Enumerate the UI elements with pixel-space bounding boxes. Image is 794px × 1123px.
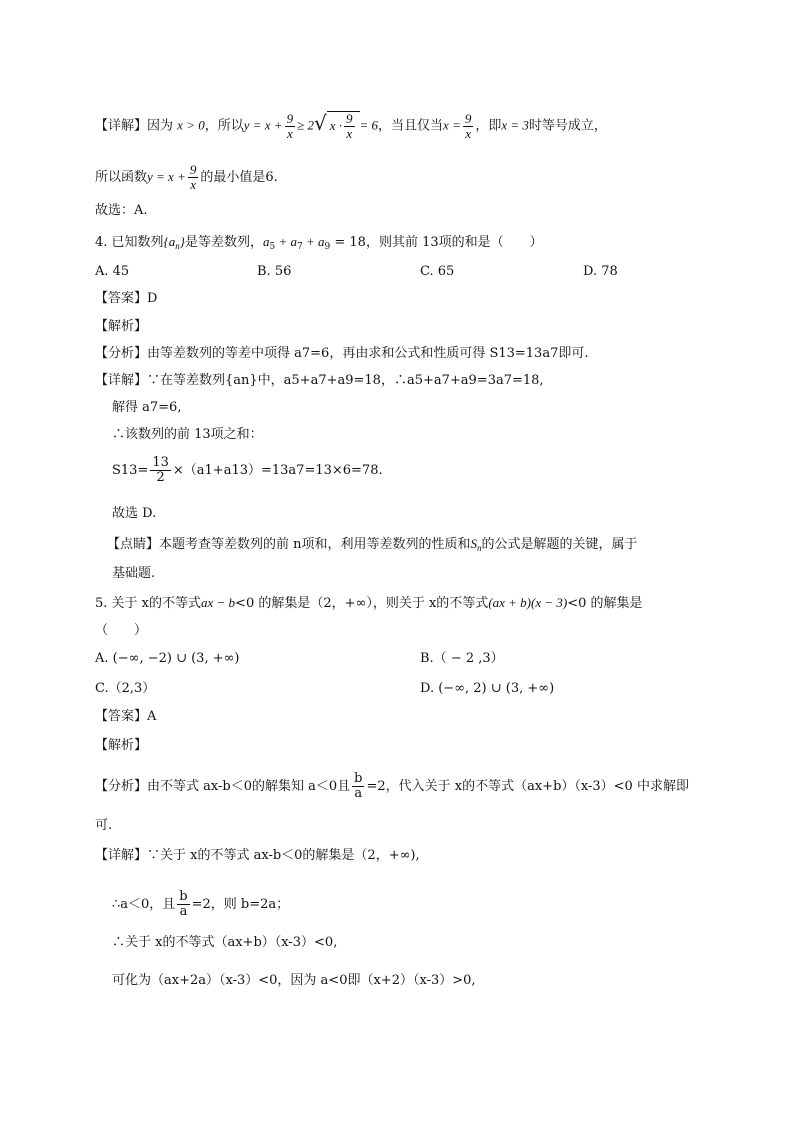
math-x-equals: x =	[443, 117, 461, 133]
fraction-9-over-x: $\frac{9}{x}$	[189, 162, 197, 192]
q4-option-d: D. 78	[583, 264, 618, 279]
math-expression: y = x +	[243, 117, 283, 133]
text: ，即	[475, 118, 502, 134]
math-equals-6: = 6	[359, 117, 379, 133]
q4-detail-3: ∴该数列的前 13项之和：	[112, 427, 263, 442]
q4-fenxi: 【分析】由等差数列的等差中项得 a7=6，再由求和公式和性质可得 S13=13a7即可.	[95, 346, 589, 361]
fraction-13-over-2: $\frac{13}{2}$	[152, 455, 169, 485]
q4-detail-1: 【详解】∵在等差数列{an}中，a5+a7+a9=18，∴a5+a7+a9=3a7=18,	[95, 373, 544, 388]
q5-detail-3: ∴关于 x的不等式（ax+b）（x-3）<0,	[112, 935, 338, 950]
q5-answer: 【答案】A	[95, 709, 157, 724]
q5-detail-4: 可化为（ax+2a）（x-3）<0，因为 a<0即（x+2）（x-3）>0,	[112, 973, 476, 988]
q5-option-d: D. (−∞, 2) ∪ (3, +∞)	[420, 681, 555, 696]
math-function: y = x +	[147, 169, 186, 184]
q5-analysis-heading: 【解析】	[95, 738, 148, 753]
q4-dianjing-2: 基础题.	[112, 566, 156, 581]
q4-detail-5: 故选 D.	[112, 506, 157, 521]
text: 时等号成立，	[528, 118, 607, 134]
q4-answer: 【答案】D	[95, 291, 158, 306]
q5-fenxi-1: 【分析】由不等式 ax-b＜0的解集知 a＜0且 $\frac{b}{a}$ =2，代入关于 x的不等式（ax+b）（x-3）<0 中求解即	[95, 771, 689, 801]
text: ，所以	[204, 118, 244, 134]
math-condition: x > 0	[177, 117, 205, 133]
q5-detail-2: ∴a＜0，且 $\frac{b}{a}$ =2，则 b=2a；	[112, 889, 290, 919]
text: 的最小值是6.	[200, 170, 278, 185]
square-root: √ x · $\frac{9}{x}$	[314, 111, 360, 141]
q4-dianjing-1: 【点睛】本题考查等差数列的前 n项和，利用等差数列的性质和$S_n$的公式是解题的关键，属于	[107, 536, 638, 553]
fraction-b-over-a: $\frac{b}{a}$	[179, 889, 188, 919]
q5-fenxi-2: 可.	[95, 818, 113, 833]
q4-detail-2: 解得 a7=6,	[112, 400, 182, 415]
detail-line-1	[95, 111, 607, 141]
question-4-stem: 4. 已知数列$\{a_n\}$是等差数列，$a_5 + a_7 + a_9 = 18$，则其前 13项的和是（ ）	[95, 234, 543, 252]
math-x3: x = 3	[501, 117, 529, 133]
text: 因为	[147, 118, 174, 134]
choose-line: 故选：A.	[95, 203, 148, 218]
text: 所以函数	[95, 170, 148, 185]
q5-option-c: C.（2,3）	[95, 681, 156, 696]
question-5-paren: （ ）	[95, 623, 148, 638]
question-5-stem: 5. 关于 x的不等式ax − b<0 的解集是（2，+∞），则关于 x的不等式(ax + b)(x − 3)<0 的解集是	[95, 595, 643, 611]
fraction-b-over-a: $\frac{b}{a}$	[354, 771, 363, 801]
q4-detail-4: S13= $\frac{13}{2}$ ×（a1+a13）=13a7=13×6=78.	[112, 455, 383, 485]
q5-detail-1: 【详解】∵关于 x的不等式 ax-b＜0的解集是（2，+∞),	[95, 848, 420, 863]
detail-tag: 【详解】	[95, 118, 148, 134]
q4-option-b: B. 56	[257, 264, 292, 279]
fraction-9-over-x: $\frac{9}{x}$	[286, 110, 294, 141]
fraction-9-over-x: $\frac{9}{x}$	[464, 110, 472, 141]
q5-option-a: A. (−∞, −2) ∪ (3, +∞)	[95, 651, 240, 666]
detail-line-2	[95, 163, 278, 192]
q4-option-c: C. 65	[420, 264, 455, 279]
q5-option-b: B.（ − 2 ,3）	[420, 651, 504, 666]
q4-analysis-heading: 【解析】	[95, 319, 148, 334]
text: ，当且仅当	[378, 118, 444, 134]
math-ge: ≥ 2	[297, 117, 314, 133]
q4-option-a: A. 45	[95, 264, 130, 279]
